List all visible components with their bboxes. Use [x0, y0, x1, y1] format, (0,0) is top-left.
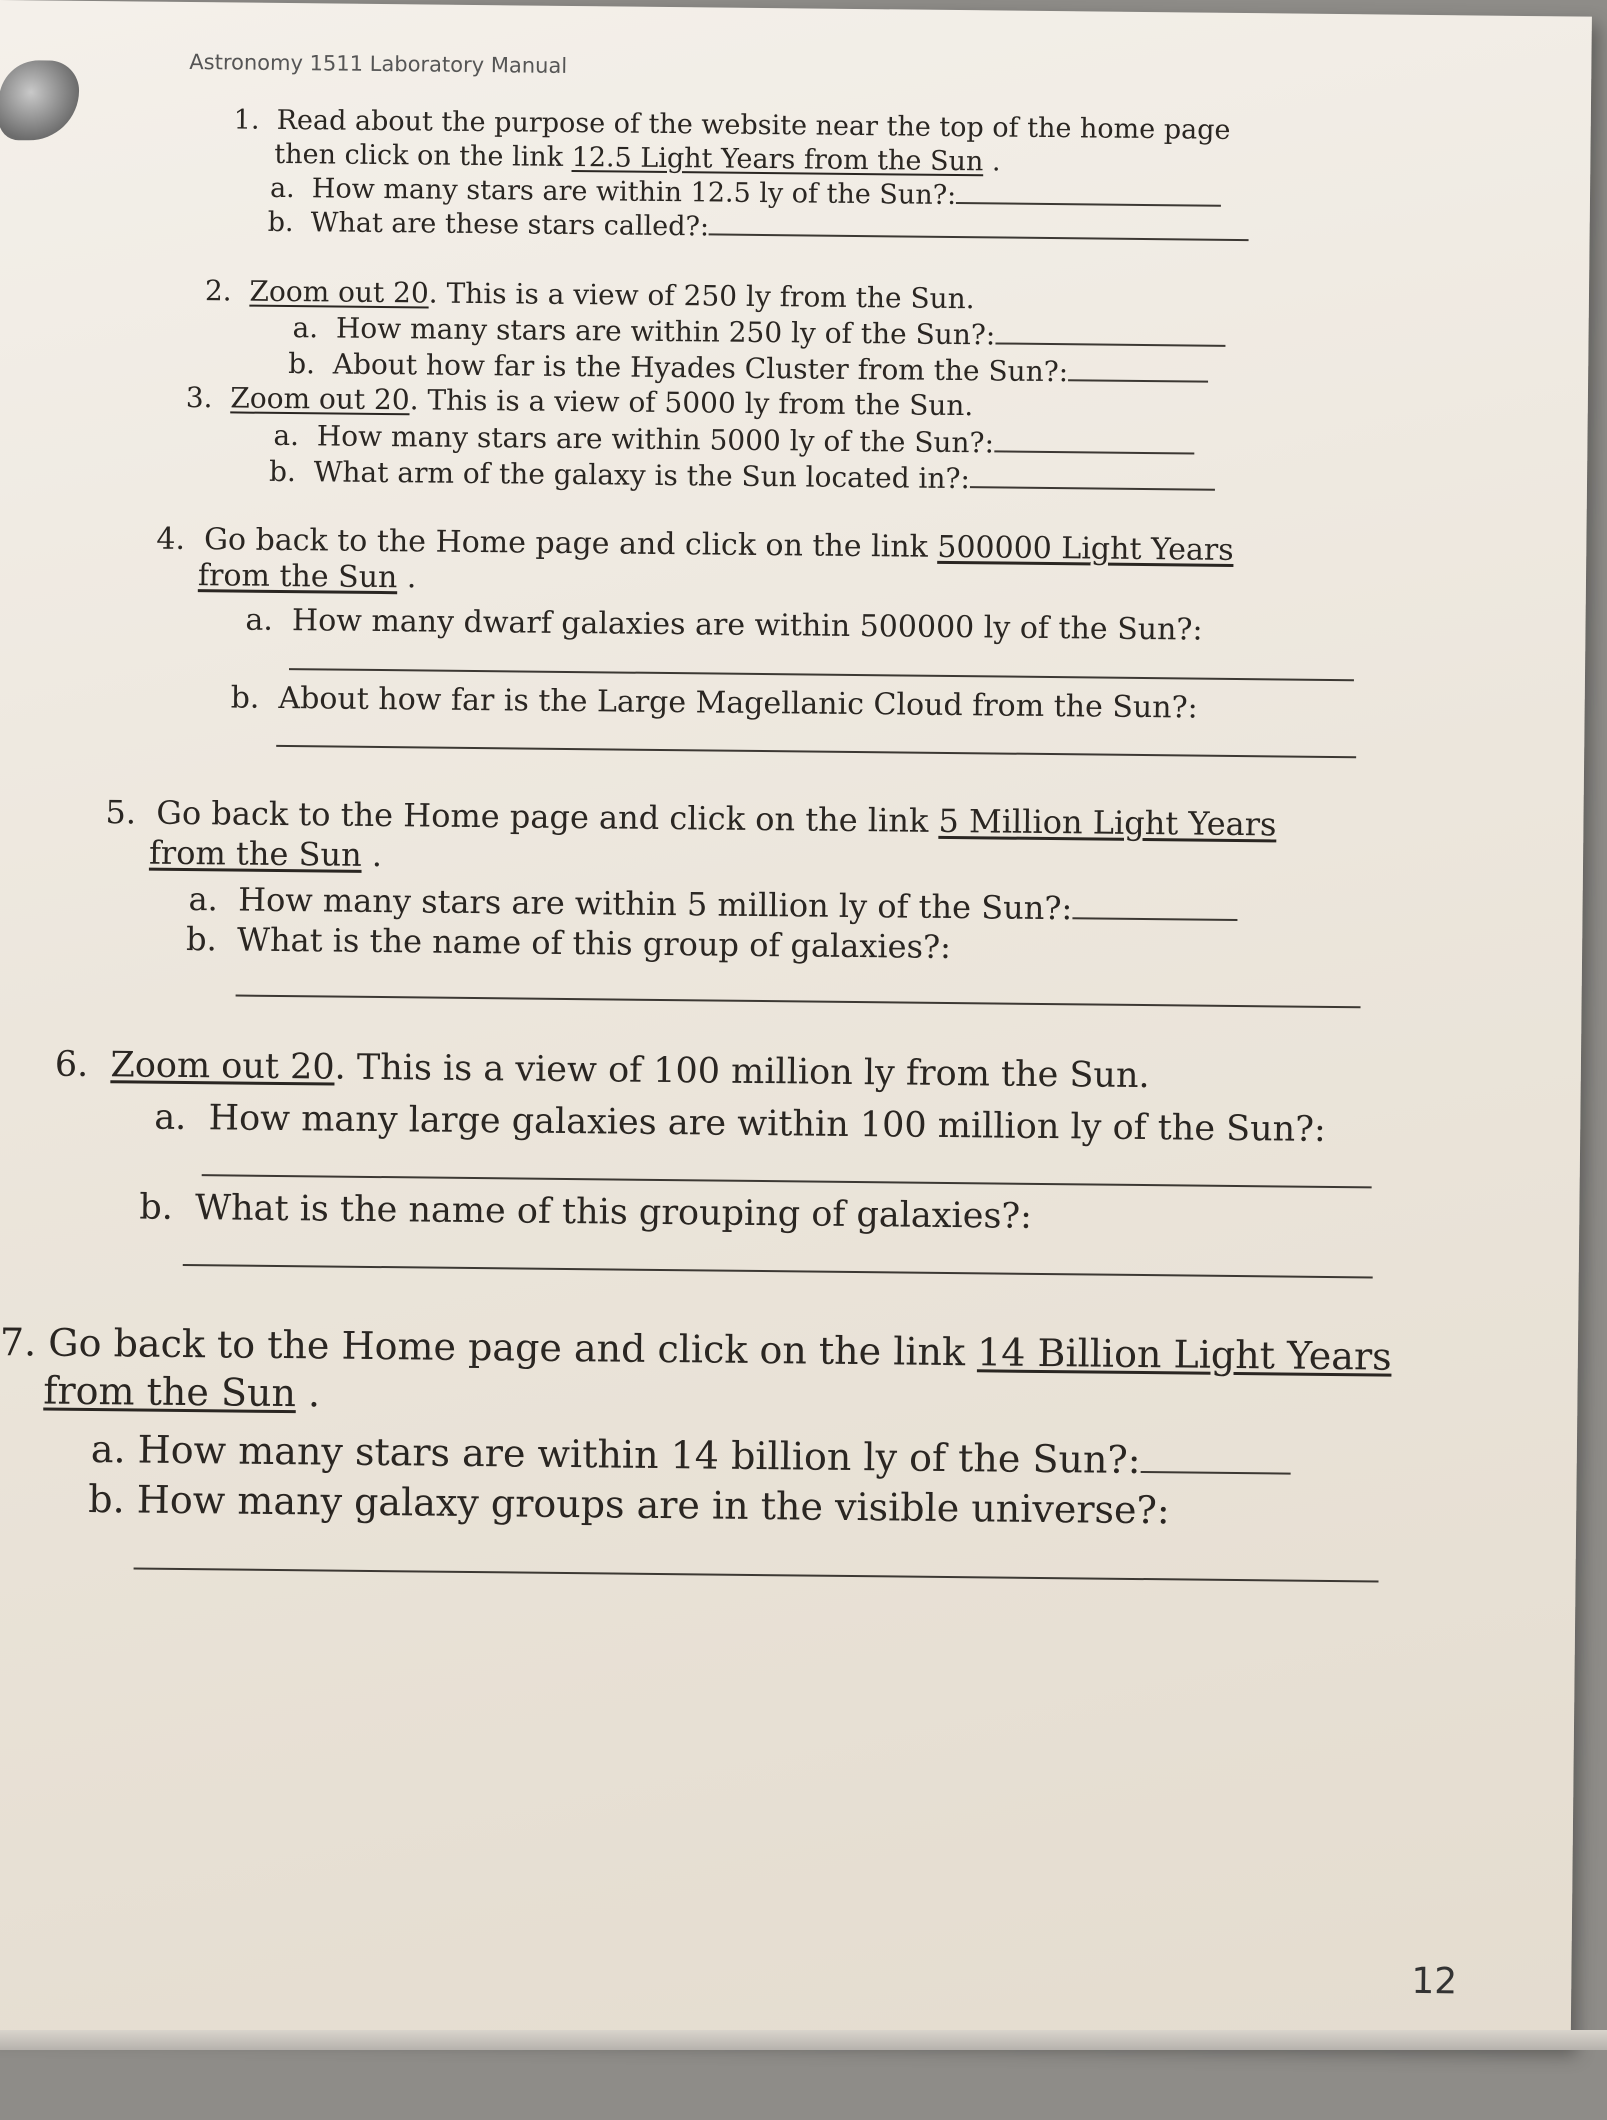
q7-period: . [295, 1371, 321, 1416]
link-q3-zoom-out-20[interactable]: Zoom out 20 [230, 381, 410, 417]
q1b-answer-blank[interactable] [709, 233, 1249, 241]
link-q2-zoom-out-20[interactable]: Zoom out 20 [249, 274, 429, 310]
q2a-label: a. [292, 311, 319, 345]
q3b [269, 455, 1215, 498]
page-stack-edge [0, 2030, 1607, 2050]
q2a [292, 311, 1225, 354]
q1b [268, 207, 1250, 248]
q7-line2 [43, 1369, 320, 1416]
link-14-billion-from-the-sun[interactable]: from the Sun [43, 1368, 297, 1416]
q4a-text: How many dwarf galaxies are within 500000 ly of the Sun?: [291, 603, 1203, 648]
page-header: Astronomy 1511 Laboratory Manual [189, 49, 568, 78]
q2-line [205, 274, 975, 315]
q1b-label: b. [267, 206, 294, 239]
q2b-answer-blank[interactable] [1068, 379, 1208, 382]
q6b-answer-blank[interactable] [183, 1264, 1373, 1278]
q4-line2 [198, 558, 417, 595]
q2a-answer-blank[interactable] [995, 342, 1225, 346]
link-14-billion-light-years[interactable]: 14 Billion Light Years [976, 1330, 1392, 1379]
q2-text: . This is a view of 250 ly from the Sun. [428, 276, 975, 316]
q3a-answer-blank[interactable] [994, 450, 1194, 454]
q5-line2 [149, 834, 382, 874]
q6-text: . This is a view of 100 million ly from the Sun. [334, 1047, 1150, 1097]
q7-text: Go back to the Home page and click on the link [48, 1320, 978, 1375]
q1a-label: a. [269, 172, 295, 205]
q6-line [55, 1045, 1150, 1096]
q6b-label: b. [139, 1187, 174, 1228]
q3-line [186, 381, 974, 422]
q5a-label: a. [188, 880, 219, 919]
q3a [273, 419, 1194, 462]
q6b-text: What is the name of this grouping of galaxies?: [194, 1188, 1033, 1237]
q7b [88, 1477, 1170, 1532]
q7b-text: How many galaxy groups are in the visible universe?: [136, 1477, 1170, 1533]
q7a-answer-blank[interactable] [1140, 1471, 1290, 1475]
q6a [154, 1098, 1326, 1150]
q1b-text: What are these stars called?: [310, 207, 710, 243]
q3b-answer-blank[interactable] [970, 486, 1215, 491]
q7a [91, 1427, 1291, 1484]
page-number: 12 [1411, 1960, 1458, 2003]
q5-number: 5. [105, 793, 137, 832]
q7a-text: How many stars are within 14 billion ly of the Sun?: [137, 1427, 1141, 1483]
q2a-text: How many stars are within 250 ly of the Sun?: [335, 311, 996, 352]
q7b-label: b. [88, 1477, 125, 1522]
q5b-label: b. [185, 920, 218, 959]
q5-text: Go back to the Home page and click on the link [156, 793, 939, 840]
q6a-text: How many large galaxies are within 100 million ly of the Sun?: [208, 1098, 1326, 1150]
q5-period: . [361, 835, 383, 875]
link-12-5-light-years[interactable]: 12.5 Light Years from the Sun [571, 141, 984, 178]
link-500000-from-the-sun[interactable]: from the Sun [197, 558, 398, 596]
q3a-text: How many stars are within 5000 ly of the Sun?: [316, 419, 995, 460]
q6a-label: a. [154, 1097, 187, 1139]
q1a-text: How many stars are within 12.5 ly of the Sun?: [311, 173, 957, 212]
q2b-text: About how far is the Hyades Cluster from the Sun?: [332, 347, 1069, 389]
q4-number: 4. [156, 521, 186, 557]
q6b [139, 1188, 1032, 1237]
q2-number: 2. [204, 274, 232, 308]
q2b-label: b. [288, 347, 316, 381]
q5a-answer-blank[interactable] [1072, 917, 1237, 921]
q5b [186, 920, 951, 966]
q1-line2-period: . [983, 146, 1001, 178]
q4b-text: About how far is the Large Magellanic Cloud from the Sun?: [278, 680, 1198, 726]
q3b-text: What arm of the galaxy is the Sun located in?: [313, 455, 971, 496]
q4-period: . [397, 560, 417, 596]
q7a-label: a. [90, 1427, 126, 1472]
link-5-million-light-years[interactable]: 5 Million Light Years [938, 801, 1277, 844]
q4b-label: b. [230, 680, 260, 716]
q1-number: 1. [233, 104, 260, 136]
q5b-answer-blank[interactable] [236, 995, 1361, 1009]
q6-number: 6. [54, 1044, 89, 1085]
link-5-million-from-the-sun[interactable]: from the Sun [148, 833, 362, 874]
q3-number: 3. [185, 380, 213, 415]
q6a-answer-blank[interactable] [202, 1174, 1372, 1188]
q7-number: 7. [0, 1320, 37, 1365]
q1a-answer-blank[interactable] [956, 202, 1221, 207]
q3a-label: a. [273, 418, 300, 453]
q3b-label: b. [268, 454, 297, 489]
q1-text: Read about the purpose of the website near the top of the home page [276, 104, 1231, 146]
binder-clip [0, 60, 79, 141]
link-500000-light-years[interactable]: 500000 Light Years [937, 529, 1234, 568]
q1-line2-text: then click on the link [274, 138, 572, 173]
q4b [231, 680, 1198, 725]
q4-text: Go back to the Home page and click on the link [203, 522, 938, 565]
q1-line2 [274, 139, 1000, 178]
q4a [245, 603, 1202, 648]
q5a-text: How many stars are within 5 million ly of the Sun?: [237, 880, 1073, 928]
q3-text: . This is a view of 5000 ly from the Sun. [409, 383, 974, 423]
q7b-answer-blank[interactable] [134, 1567, 1379, 1582]
q4a-answer-blank[interactable] [289, 668, 1354, 681]
q4a-label: a. [245, 602, 274, 638]
q5b-text: What is the name of this group of galaxies?: [236, 920, 952, 967]
q4b-answer-blank[interactable] [276, 745, 1356, 758]
link-q6-zoom-out-20[interactable]: Zoom out 20 [110, 1045, 335, 1088]
